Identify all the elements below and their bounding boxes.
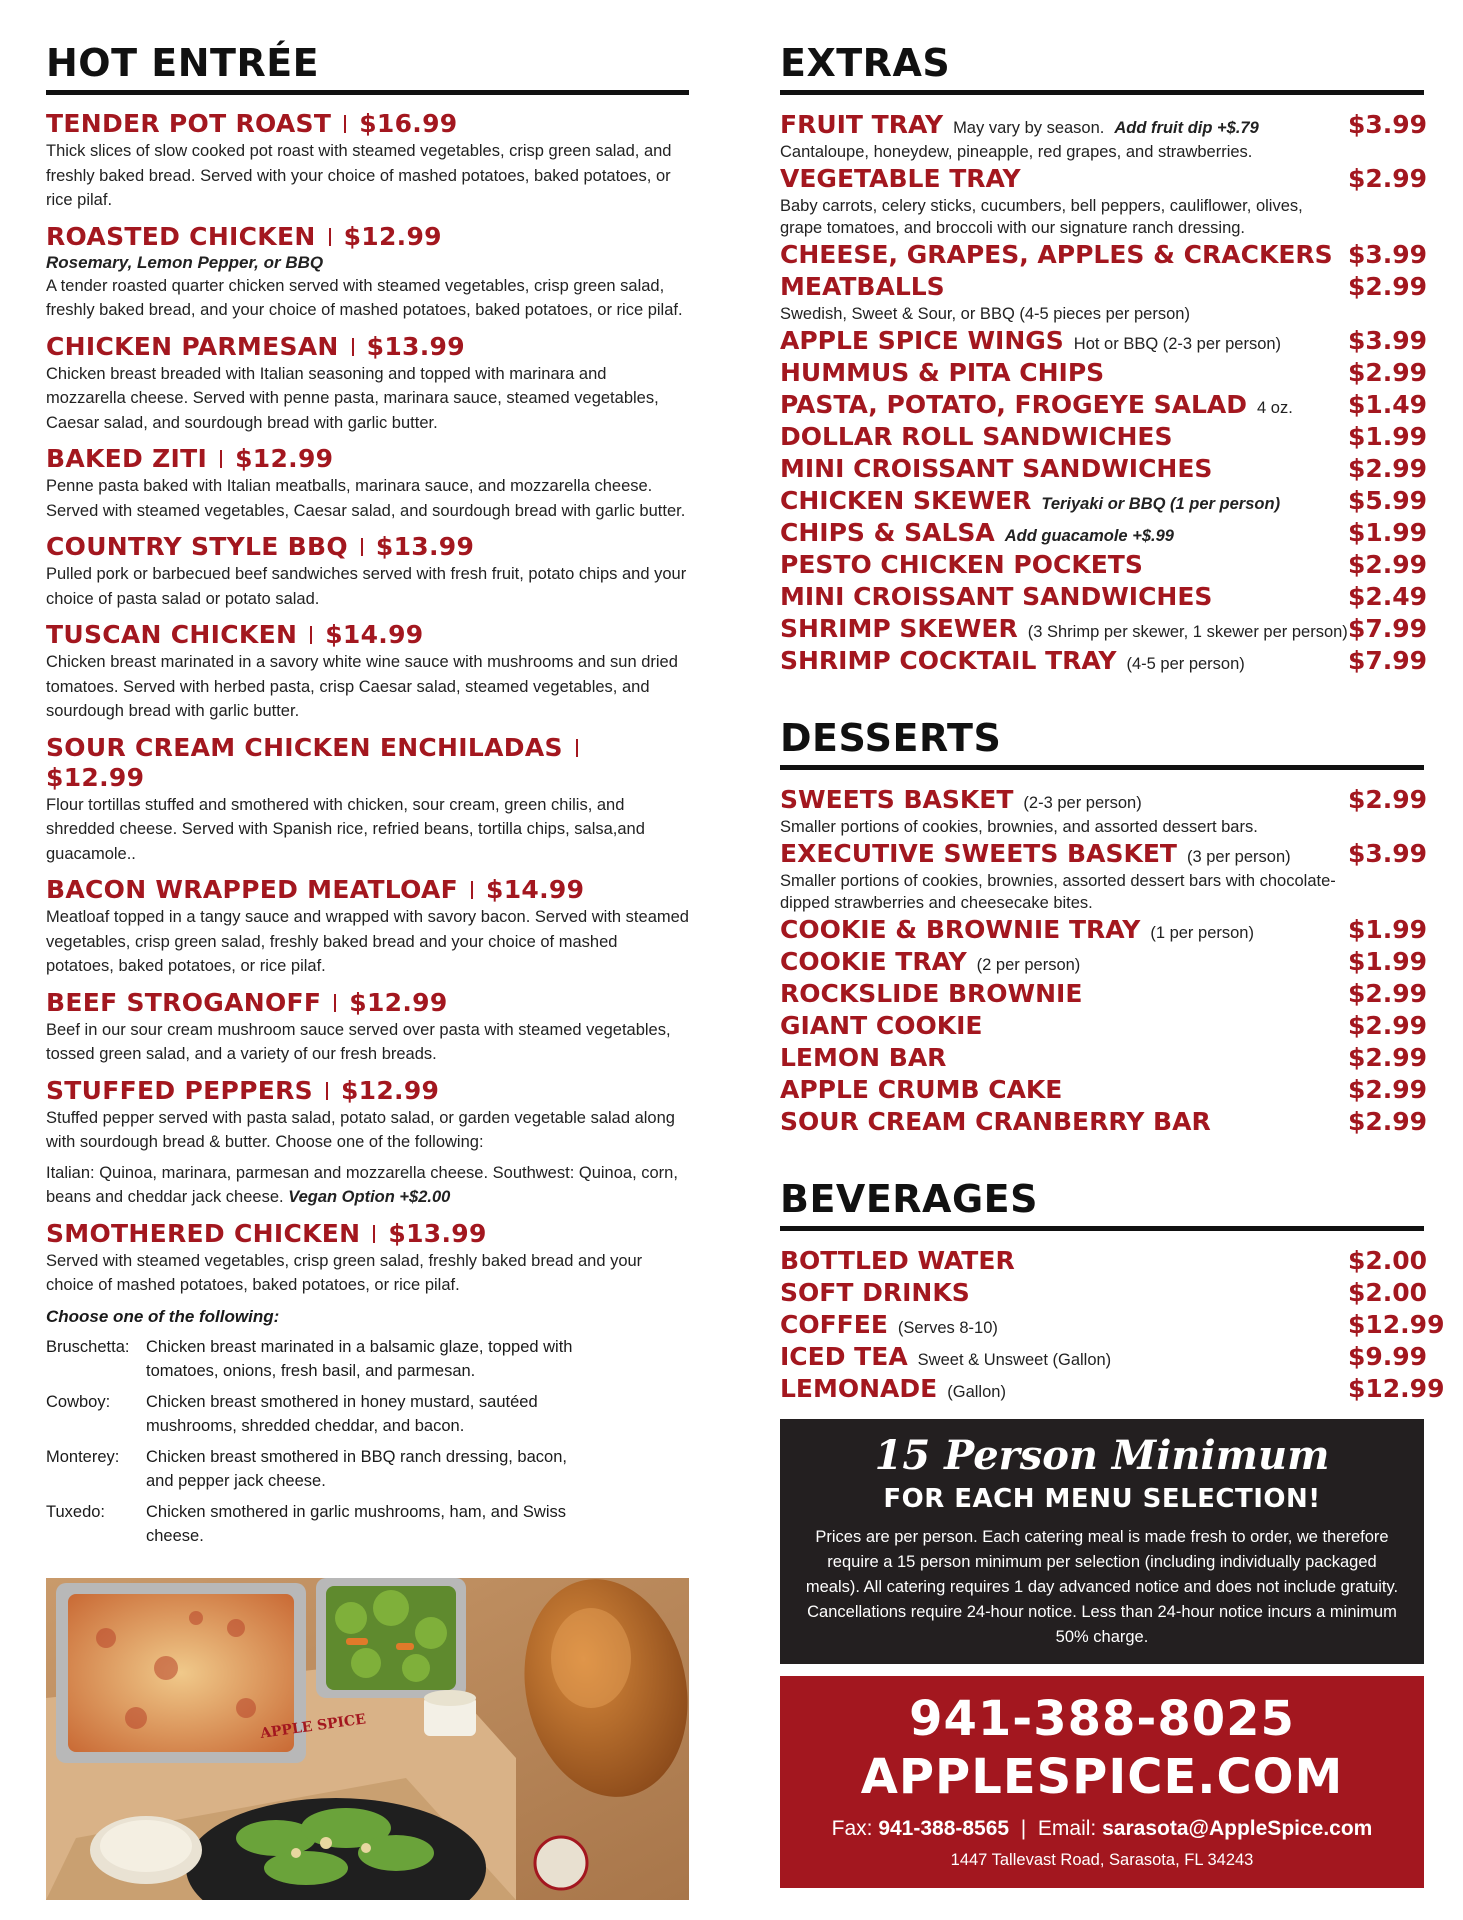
item-price: $1.99: [1348, 422, 1428, 451]
desserts-item: [780, 914, 1428, 946]
divider: [352, 338, 354, 356]
desserts-title: DESSERTS: [780, 715, 1424, 770]
item-row: [780, 1277, 1428, 1309]
item-name: COOKIE TRAY: [780, 947, 967, 976]
item-left: [780, 613, 1348, 645]
beverages-item: [780, 1341, 1428, 1373]
beverages-item: [780, 1245, 1428, 1277]
item-left: [780, 838, 1291, 870]
item-price: $7.99: [1348, 646, 1428, 675]
choice-row: [46, 1500, 689, 1549]
item-price: $2.99: [1348, 1043, 1428, 1072]
item-row: [780, 325, 1428, 357]
item-row: [780, 1106, 1428, 1138]
beverages-title: BEVERAGES: [780, 1176, 1424, 1231]
entree-description: Pulled pork or barbecued beef sandwiches served with fresh fruit, potato chips and your choice of pasta salad or potato salad.: [46, 565, 687, 608]
extras-item: [780, 613, 1428, 645]
entree-name: BACON WRAPPED MEATLOAF: [46, 875, 459, 904]
website-link[interactable]: APPLESPICE.COM: [860, 1749, 1344, 1805]
item-description: Smaller portions of cookies, brownies, assorted dessert bars with chocolate-dipped strawberries and cheesecake bites.: [780, 872, 1336, 912]
entree-heading: [46, 988, 689, 1018]
item-row: [780, 784, 1428, 816]
entree-item: [46, 620, 689, 724]
fax-number: 941-388-8565: [878, 1817, 1010, 1840]
extras-item: [780, 389, 1428, 421]
item-left: [780, 357, 1104, 389]
item-name: COFFEE: [780, 1310, 888, 1339]
minimum-banner: [780, 1419, 1424, 1664]
choice-value: Chicken breast marinated in a balsamic glaze, topped with tomatoes, onions, fresh basil, and parmesan.: [146, 1337, 573, 1380]
item-left: [780, 1309, 998, 1341]
desserts-item: [780, 946, 1428, 978]
item-left: [780, 1245, 1015, 1277]
item-price: $7.99: [1348, 614, 1428, 643]
divider: [373, 1225, 375, 1243]
choice-row: [46, 1335, 689, 1384]
extras-list: [780, 109, 1428, 677]
entree-description: Flour tortillas stuffed and smothered with chicken, sour cream, green chilis, and shredded cheese. Served with Spanish rice, refried beans, tortilla chips, salsa,and guacamole..: [46, 795, 645, 863]
divider: [310, 626, 312, 644]
extras-item: [780, 357, 1428, 389]
entree-name: BAKED ZITI: [46, 444, 208, 473]
phone-number[interactable]: 941-388-8025: [909, 1691, 1295, 1747]
item-left: [780, 1341, 1111, 1373]
item-row: [780, 389, 1428, 421]
entree-name: ROASTED CHICKEN: [46, 221, 316, 251]
minimum-text: Prices are per person. Each catering meal is made fresh to order, we therefore require a 15 person minimum per selection (including individually packaged meals). All catering requires 1 day advanced notice and does not include gratuity. Cancellations require 24-hour notice. Less than 24-hour notice incurs a minimum 50% charge.: [805, 1528, 1399, 1646]
item-name: SOFT DRINKS: [780, 1278, 970, 1307]
item-name: APPLE SPICE WINGS: [780, 326, 1064, 355]
item-row: [780, 1373, 1445, 1405]
item-note-emphasis: Teriyaki or BBQ (1 per person): [1041, 495, 1281, 513]
item-row: [780, 645, 1428, 677]
item-row: [780, 549, 1428, 581]
choice-value: Chicken breast smothered in honey mustard, sautéed mushrooms, shredded cheddar, and bacon.: [146, 1392, 538, 1435]
item-name: MINI CROISSANT SANDWICHES: [780, 454, 1213, 483]
extras-item: [780, 163, 1428, 239]
right-column: [780, 40, 1445, 1888]
item-price: $2.99: [1348, 979, 1428, 1008]
item-name: HUMMUS & PITA CHIPS: [780, 358, 1105, 387]
hot-entree-list: [46, 109, 689, 1298]
entree-price: $12.99: [343, 221, 442, 251]
item-left: [780, 581, 1212, 613]
item-left: [780, 549, 1143, 581]
entree-price: $13.99: [388, 1218, 487, 1248]
item-row: [780, 838, 1428, 870]
choice-key: Tuxedo:: [46, 1502, 106, 1521]
divider: [361, 538, 363, 556]
item-left: [780, 325, 1281, 357]
entree-price: $14.99: [486, 875, 585, 904]
item-row: [780, 357, 1428, 389]
desserts-item: [780, 1106, 1428, 1138]
item-note: (3 Shrimp per skewer, 1 skewer per person): [1027, 623, 1348, 641]
item-name: FRUIT TRAY: [780, 110, 944, 139]
entree-price: $12.99: [349, 987, 448, 1017]
item-row: [780, 1042, 1428, 1074]
item-note: (2 per person): [976, 956, 1081, 974]
item-description: Swedish, Sweet & Sour, or BBQ (4-5 pieces per person): [780, 305, 1190, 323]
choice-key: Bruschetta:: [46, 1337, 130, 1356]
food-photo: [46, 1578, 689, 1900]
hot-entree-column: [46, 40, 689, 1555]
extras-item: [780, 645, 1428, 677]
item-price: $2.99: [1348, 1011, 1428, 1040]
item-name: CHEESE, GRAPES, APPLES & CRACKERS: [780, 240, 1333, 269]
entree-heading: [46, 532, 689, 562]
item-row: [780, 1341, 1428, 1373]
entree-description: Meatloaf topped in a tangy sauce and wrapped with savory bacon. Served with steamed vegetables, crisp green salad, freshly baked bread and your choice of mashed potatoes, baked potatoes, or rice pilaf.: [46, 908, 689, 975]
item-name: ROCKSLIDE BROWNIE: [780, 979, 1083, 1008]
entree-price: $12.99: [235, 444, 334, 473]
choice-row: [46, 1390, 689, 1439]
entree-item: [46, 222, 689, 323]
item-price: $2.00: [1348, 1246, 1428, 1275]
item-note: (1 per person): [1150, 924, 1254, 942]
item-left: [780, 1074, 1062, 1106]
item-left: [780, 485, 1280, 517]
item-note-emphasis: Add guacamole +$.99: [1004, 527, 1174, 545]
item-price: $3.99: [1348, 240, 1428, 269]
item-row: [780, 1245, 1428, 1277]
item-price: $1.99: [1348, 915, 1428, 944]
entree-description: Chicken breast marinated in a savory white wine sauce with mushrooms and sun dried tomatoes. Served with herbed pasta, crisp Caesar salad, steamed vegetables, and sourdough bread with garlic butter.: [46, 653, 678, 720]
item-price: $2.99: [1348, 454, 1428, 483]
item-left: [780, 645, 1245, 677]
contact-banner: [780, 1676, 1424, 1888]
variants-text: Italian: Quinoa, marinara, parmesan and mozzarella cheese. Southwest: Quinoa, corn, beans and cheddar jack cheese.: [46, 1163, 678, 1206]
choice-value: Chicken breast smothered in BBQ ranch dressing, bacon, and pepper jack cheese.: [146, 1447, 567, 1490]
extras-item: [780, 549, 1428, 581]
item-name: PASTA, POTATO, FROGEYE SALAD: [780, 390, 1248, 419]
minimum-title: 15 Person Minimum: [874, 1432, 1330, 1479]
item-row: [780, 421, 1428, 453]
entree-item: [46, 733, 689, 867]
entree-item: [46, 988, 689, 1067]
entree-heading: [46, 733, 689, 793]
extras-item: [780, 239, 1428, 271]
extras-item: [780, 517, 1428, 549]
item-row: [780, 1010, 1428, 1042]
desserts-item: [780, 838, 1428, 914]
item-left: [780, 517, 1174, 549]
email-link[interactable]: sarasota@AppleSpice.com: [1102, 1817, 1373, 1840]
item-left: [780, 914, 1254, 946]
box-stamp: APPLE SPICE: [259, 1711, 367, 1742]
item-name: EXECUTIVE SWEETS BASKET: [780, 839, 1177, 868]
item-name: SWEETS BASKET: [780, 785, 1014, 814]
extras-item: [780, 485, 1428, 517]
item-price: $1.99: [1348, 947, 1428, 976]
item-row: [780, 946, 1428, 978]
desserts-item: [780, 1074, 1428, 1106]
item-name: APPLE CRUMB CAKE: [780, 1075, 1063, 1104]
desserts-item: [780, 784, 1428, 838]
entree-item: [46, 444, 689, 523]
entree-description: Chicken breast breaded with Italian seasoning and topped with marinara and mozzarella cheese. Served with penne pasta, marinara sauce, steamed vegetables, Caesar salad, and sourdough bread with garlic butter.: [46, 364, 659, 432]
divider: [344, 115, 346, 133]
catering-food-illustration: [46, 1578, 689, 1900]
extras-item: [780, 421, 1428, 453]
item-price: $2.99: [1348, 164, 1428, 193]
entree-description: A tender roasted quarter chicken served with steamed vegetables, crisp green salad, freshly baked bread, and your choice of mashed potatoes, baked potatoes, or rice pilaf.: [46, 276, 683, 319]
item-name: VEGETABLE TRAY: [780, 164, 1021, 193]
entree-item: [46, 109, 689, 213]
item-note: (3 per person): [1186, 848, 1291, 866]
item-name: CHIPS & SALSA: [780, 518, 995, 547]
entree-price: $13.99: [366, 331, 465, 361]
divider: [220, 450, 222, 468]
item-left: [780, 163, 1021, 195]
item-note-emphasis: Add fruit dip +$.79: [1114, 119, 1259, 137]
item-left: [780, 1277, 970, 1309]
item-row: [780, 1074, 1428, 1106]
item-left: [780, 453, 1212, 485]
item-price: $2.99: [1348, 1107, 1428, 1136]
item-price: $2.49: [1348, 582, 1428, 611]
entree-price: $12.99: [340, 1075, 440, 1105]
desserts-item: [780, 1042, 1428, 1074]
item-price: $3.99: [1348, 110, 1428, 139]
item-left: [780, 421, 1173, 453]
entree-name: STUFFED PEPPERS: [46, 1075, 313, 1105]
beverages-item: [780, 1277, 1428, 1309]
item-note: (Serves 8-10): [897, 1319, 998, 1337]
entree-description: Served with steamed vegetables, crisp green salad, freshly baked bread and your choice of mashed potatoes, baked potatoes, or rice pilaf.: [46, 1251, 643, 1294]
choice-row: [46, 1445, 689, 1494]
divider: [576, 739, 578, 757]
item-price: $12.99: [1348, 1310, 1445, 1339]
entree-price: $12.99: [46, 762, 145, 792]
hot-entree-title: HOT ENTRÉE: [46, 40, 689, 95]
item-price: $3.99: [1348, 326, 1428, 355]
item-left: [780, 978, 1082, 1010]
item-name: MEATBALLS: [780, 272, 945, 301]
item-row: [780, 239, 1428, 271]
item-left: [780, 1042, 946, 1074]
choice-value: Chicken smothered in garlic mushrooms, ham, and Swiss cheese.: [146, 1502, 567, 1545]
item-left: [780, 109, 1259, 141]
item-name: SHRIMP COCKTAIL TRAY: [780, 646, 1117, 675]
item-price: $2.99: [1348, 1075, 1428, 1104]
item-left: [780, 389, 1293, 421]
item-left: [780, 239, 1333, 271]
item-name: LEMONADE: [780, 1374, 938, 1403]
minimum-subtitle: FOR EACH MENU SELECTION!: [883, 1484, 1321, 1514]
choice-key: Cowboy:: [46, 1392, 111, 1411]
item-note: 4 oz.: [1257, 399, 1293, 417]
vegan-option: Vegan Option +$2.00: [288, 1188, 451, 1206]
entree-heading: [46, 332, 689, 362]
item-note: Hot or BBQ (2-3 per person): [1073, 335, 1282, 353]
item-price: $5.99: [1348, 486, 1428, 515]
beverages-item: [780, 1309, 1445, 1341]
entree-item: [46, 532, 689, 611]
desserts-list: [780, 784, 1428, 1138]
item-row: [780, 613, 1428, 645]
entree-price: $14.99: [325, 620, 424, 649]
item-price: $2.99: [1348, 272, 1428, 301]
entree-price: $16.99: [359, 109, 458, 138]
item-name: CHICKEN SKEWER: [780, 486, 1032, 515]
desserts-item: [780, 978, 1428, 1010]
extras-item: [780, 271, 1428, 325]
entree-name: COUNTRY STYLE BBQ: [46, 532, 348, 561]
entree-name: SOUR CREAM CHICKEN ENCHILADAS: [46, 732, 563, 762]
email-label: Email:: [1037, 1817, 1097, 1840]
entree-description: Penne pasta baked with Italian meatballs, marinara sauce, and mozzarella cheese. Served with steamed vegetables, Caesar salad, and sourdough bread with garlic butter.: [46, 477, 686, 520]
extras-item: [780, 109, 1428, 163]
item-row: [780, 109, 1428, 141]
beverages-list: [780, 1245, 1445, 1405]
entree-description: Thick slices of slow cooked pot roast with steamed vegetables, crisp green salad, and freshly baked bread. Served with your choice of mashed potatoes, baked potatoes, or rice pilaf.: [46, 142, 672, 209]
address: 1447 Tallevast Road, Sarasota, FL 34243: [950, 1851, 1254, 1869]
item-note: Sweet & Unsweet (Gallon): [917, 1351, 1112, 1369]
entree-price: $13.99: [375, 532, 475, 561]
item-price: $1.49: [1348, 390, 1428, 419]
item-price: $1.99: [1348, 518, 1428, 547]
item-note: May vary by season.: [953, 119, 1105, 137]
entree-item: [46, 332, 689, 436]
item-row: [780, 163, 1428, 195]
item-left: [780, 1106, 1211, 1138]
item-name: PESTO CHICKEN POCKETS: [780, 550, 1143, 579]
item-price: $2.00: [1348, 1278, 1428, 1307]
item-price: $2.99: [1348, 785, 1428, 814]
item-note: (4-5 per person): [1126, 655, 1245, 673]
entree-name: TUSCAN CHICKEN: [46, 620, 298, 649]
choice-key: Monterey:: [46, 1447, 120, 1466]
beverages-item: [780, 1373, 1445, 1405]
entree-item: [46, 1219, 689, 1298]
entree-description: Beef in our sour cream mushroom sauce served over pasta with steamed vegetables, tossed green salad, and a variety of our fresh breads.: [46, 1020, 671, 1063]
item-name: LEMON BAR: [780, 1043, 947, 1072]
entree-heading: [46, 444, 689, 474]
item-price: $2.99: [1348, 358, 1428, 387]
fax-label: Fax:: [831, 1817, 873, 1840]
entree-heading: [46, 875, 689, 905]
extras-item: [780, 453, 1428, 485]
item-row: [780, 978, 1428, 1010]
item-name: GIANT COOKIE: [780, 1011, 983, 1040]
entree-heading: [46, 1076, 689, 1106]
fax-email-line: Fax: 941-388-8565 | Email: sarasota@AppleSpice.com: [831, 1817, 1373, 1840]
item-price: $9.99: [1348, 1342, 1428, 1371]
choices-list: [46, 1335, 689, 1549]
entree-name: SMOTHERED CHICKEN: [46, 1218, 361, 1248]
entree-variants: [46, 1161, 689, 1210]
entree-heading: [46, 109, 689, 139]
item-name: ICED TEA: [780, 1342, 908, 1371]
item-price: $12.99: [1348, 1374, 1445, 1403]
item-row: [780, 485, 1428, 517]
item-left: [780, 271, 945, 303]
entree-description: Stuffed pepper served with pasta salad, potato salad, or garden vegetable salad along with sourdough bread & butter. Choose one of the following:: [46, 1108, 675, 1151]
item-name: SHRIMP SKEWER: [780, 614, 1018, 643]
item-row: [780, 914, 1428, 946]
item-description: Smaller portions of cookies, brownies, and assorted dessert bars.: [780, 818, 1258, 836]
item-row: [780, 1309, 1445, 1341]
item-note: (2-3 per person): [1023, 794, 1142, 812]
item-name: SOUR CREAM CRANBERRY BAR: [780, 1107, 1211, 1136]
desserts-item: [780, 1010, 1428, 1042]
item-description: Baby carrots, celery sticks, cucumbers, bell peppers, cauliflower, olives, grape tomatoes, and broccoli with our signature ranch dressing.: [780, 197, 1303, 237]
divider: [329, 228, 331, 246]
extras-title: EXTRAS: [780, 40, 1424, 95]
item-price: $3.99: [1348, 839, 1428, 868]
entree-heading: [46, 222, 689, 252]
entree-heading: [46, 1219, 689, 1249]
entree-heading: [46, 620, 689, 650]
choose-label: Choose one of the following:: [46, 1306, 280, 1326]
extras-item: [780, 325, 1428, 357]
item-row: [780, 453, 1428, 485]
item-left: [780, 784, 1142, 816]
item-name: BOTTLED WATER: [780, 1246, 1015, 1275]
divider: [326, 1082, 328, 1100]
entree-item: [46, 875, 689, 979]
item-row: [780, 517, 1428, 549]
item-left: [780, 1373, 1006, 1405]
item-name: COOKIE & BROWNIE TRAY: [780, 915, 1141, 944]
entree-name: CHICKEN PARMESAN: [46, 331, 339, 361]
item-row: [780, 271, 1428, 303]
item-description: Cantaloupe, honeydew, pineapple, red grapes, and strawberries.: [780, 143, 1253, 161]
entree-name: BEEF STROGANOFF: [46, 987, 322, 1017]
entree-options: Rosemary, Lemon Pepper, or BBQ: [46, 252, 324, 272]
item-name: DOLLAR ROLL SANDWICHES: [780, 422, 1173, 451]
item-left: [780, 1010, 982, 1042]
item-note: (Gallon): [947, 1383, 1006, 1401]
item-name: MINI CROISSANT SANDWICHES: [780, 582, 1213, 611]
item-price: $2.99: [1348, 550, 1428, 579]
entree-item: [46, 1076, 689, 1210]
entree-name: TENDER POT ROAST: [46, 109, 332, 138]
item-row: [780, 581, 1428, 613]
item-left: [780, 946, 1080, 978]
divider: [471, 881, 473, 899]
divider: [334, 994, 336, 1012]
extras-item: [780, 581, 1428, 613]
